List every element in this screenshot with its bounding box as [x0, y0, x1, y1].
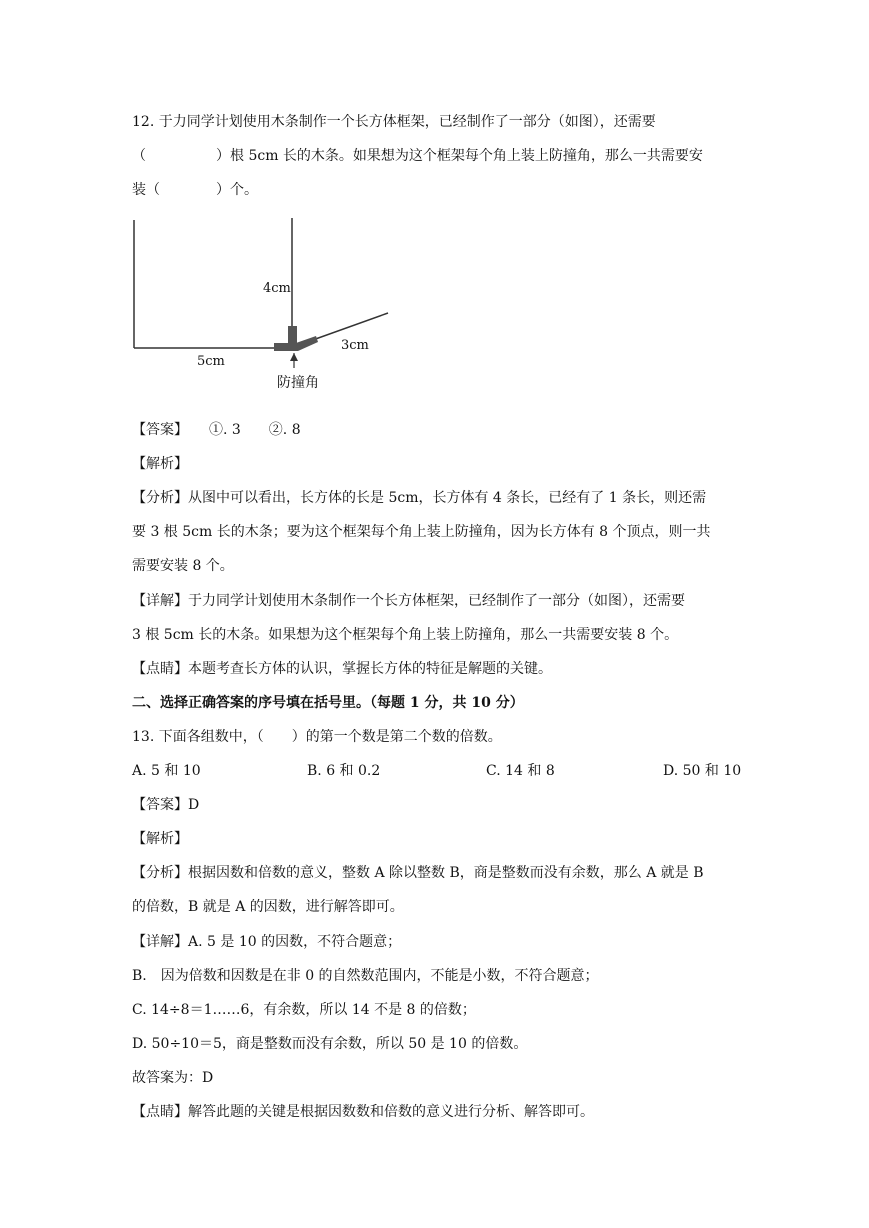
q13-analysis-line-2: 的倍数，B 就是 A 的因数，进行解答即可。 [132, 899, 404, 915]
q12-stem-line-1: 12. 于力同学计划使用木条制作一个长方体框架，已经制作了一部分（如图），还需要 [132, 114, 656, 130]
q12-detail-line-1: 【详解】于力同学计划使用木条制作一个长方体框架，已经制作了一部分（如图），还需要 [132, 593, 685, 609]
q13-analysis-heading: 【解析】 [132, 831, 188, 847]
q12-analysis-line-2: 要 3 根 5cm 长的木条；要为这个框架每个角上装上防撞角，因为长方体有 8 个顶点，则一共 [132, 524, 711, 540]
q13-detail-b: B. 因为倍数和因数是在非 0 的自然数范围内，不能是小数，不符合题意； [132, 968, 599, 984]
label-5cm: 5cm [197, 354, 225, 369]
q12-analysis-heading: 【解析】 [132, 456, 188, 472]
q12-answer: 【答案】 ①. 3 ②. 8 [132, 422, 301, 438]
q13-option-c: C. 14 和 8 [486, 763, 555, 779]
q12-analysis-line-1: 【分析】从图中可以看出，长方体的长是 5cm，长方体有 4 条长，已经有了 1 条长，则还需 [132, 490, 707, 506]
q13-options [132, 761, 742, 781]
q12-stem-line-3: 装（ ）个。 [132, 182, 258, 198]
section-2-heading: 二、选择正确答案的序号填在括号里。（每题 1 分，共 10 分） [132, 695, 524, 711]
label-corner-bumper: 防撞角 [277, 375, 319, 391]
q13-option-b: B. 6 和 0.2 [307, 763, 381, 779]
label-4cm: 4cm [263, 281, 291, 296]
q13-option-a: A. 5 和 10 [132, 763, 201, 779]
q13-detail-d: D. 50÷10＝5，商是整数而没有余数，所以 50 是 10 的倍数。 [132, 1036, 528, 1052]
q13-conclusion: 故答案为：D [132, 1070, 214, 1086]
q12-analysis-line-3: 需要安装 8 个。 [132, 558, 234, 574]
label-3cm: 3cm [341, 338, 369, 353]
q12-comment: 【点睛】本题考查长方体的认识，掌握长方体的特征是解题的关键。 [132, 661, 552, 677]
q13-detail-c: C. 14÷8＝1……6，有余数，所以 14 不是 8 的倍数； [132, 1002, 476, 1018]
q13-option-d: D. 50 和 10 [663, 763, 742, 779]
q12-stem-line-2: （ ）根 5cm 长的木条。如果想为这个框架每个角上装上防撞角，那么一共需要安 [132, 148, 703, 164]
q13-analysis-line-1: 【分析】根据因数和倍数的意义，整数 A 除以整数 B，商是整数而没有余数，那么 A 就是 B [132, 865, 704, 881]
q13-stem: 13. 下面各组数中，（ ）的第一个数是第二个数的倍数。 [132, 729, 502, 745]
q13-answer: 【答案】D [132, 797, 200, 813]
cuboid-frame-figure [120, 212, 420, 397]
corner-arrow-head-icon [290, 353, 298, 361]
q12-detail-line-2: 3 根 5cm 长的木条。如果想为这个框架每个角上装上防撞角，那么一共需要安装 8 个。 [132, 627, 679, 643]
corner-bumper-icon [274, 326, 318, 351]
q13-comment: 【点睛】解答此题的关键是根据因数数和倍数的意义进行分析、解答即可。 [132, 1104, 594, 1120]
q13-detail-a: 【详解】A. 5 是 10 的因数，不符合题意； [132, 934, 402, 950]
